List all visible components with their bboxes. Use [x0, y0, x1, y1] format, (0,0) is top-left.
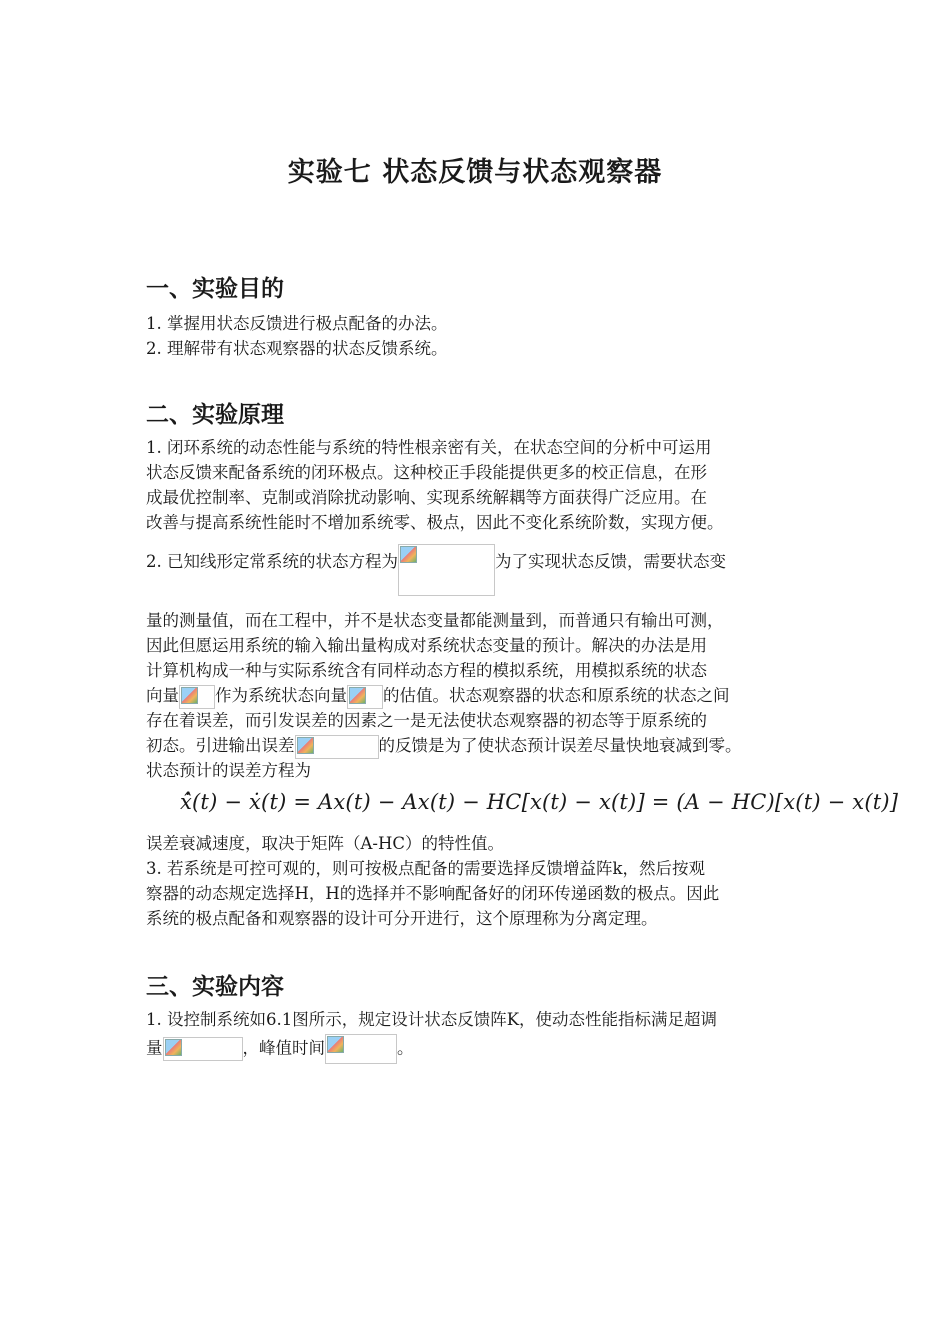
principle-p3-line: 量的测量值，而在工程中，并不是状态变量都能测量到，而普通只有输出可测， — [146, 611, 724, 630]
principle-p1-line: 改善与提高系统性能时不增加系统零、极点，因此不变化系统阶数，实现方便。 — [146, 513, 724, 532]
principle-p3-line — [146, 684, 730, 709]
section-heading-content: 三、实验内容 — [146, 974, 284, 1000]
principle-p4-line: 3. 若系统是可控可观的，则可按极点配备的需要选择反馈增益阵k，然后按观 — [146, 859, 705, 878]
observer-state-image — [179, 685, 215, 709]
principle-p4-line: 察器的动态规定选择H，H的选择并不影响配备好的闭环传递函数的极点。因此 — [146, 884, 720, 903]
content-text: 量 — [146, 1038, 163, 1058]
principle-p2-text: 2. 已知线形定常系统的状态方程为 — [146, 552, 398, 571]
principle-text: 初态。引进输出误差 — [146, 736, 295, 755]
principle-p3-line: 计算机构成一种与实际系统含有同样动态方程的模拟系统，用模拟系统的状态 — [146, 661, 707, 680]
broken-image-icon — [349, 687, 366, 704]
principle-p1-line: 1. 闭环系统的动态性能与系统的特性根亲密有关，在状态空间的分析中可运用 — [146, 438, 712, 457]
principle-text: 向量 — [146, 686, 179, 705]
page-title: 实验七 状态反馈与状态观察器 — [287, 157, 663, 188]
broken-image-icon — [181, 687, 198, 704]
overshoot-spec-image — [163, 1037, 243, 1061]
section-heading-purpose: 一、实验目的 — [146, 276, 284, 302]
purpose-item-1: 1. 掌握用状态反馈进行极点配备的办法。 — [146, 314, 448, 333]
content-text: ，峰值时间 — [242, 1038, 325, 1058]
principle-p2-line — [146, 550, 726, 596]
broken-image-icon — [165, 1039, 182, 1056]
purpose-item-2: 2. 理解带有状态观察器的状态反馈系统。 — [146, 339, 448, 358]
content-line-1: 1. 设控制系统如6.1图所示，规定设计状态反馈阵K，使动态性能指标满足超调 — [146, 1010, 718, 1029]
principle-p3-line: 因此但愿运用系统的输入输出量构成对系统状态变量的预计。解决的办法是用 — [146, 636, 707, 655]
principle-after-formula: 误差衰减速度，取决于矩阵（A-HC）的特性值。 — [146, 834, 505, 853]
principle-text: 的反馈是为了使状态预计误差尽量快地衰减到零。 — [378, 736, 742, 755]
output-error-image — [295, 735, 379, 759]
principle-p1-line: 成最优控制率、克制或消除扰动影响、实现系统解耦等方面获得广泛应用。在 — [146, 488, 707, 507]
error-equation: x̂̇(t) − ẋ(t) = Ax(t) − Ax(t) − HC[x(t) − x(t)] = (A − HC)[x(t) − x(t)] — [180, 790, 899, 814]
state-equation-image — [398, 544, 495, 596]
content-text: 。 — [397, 1038, 414, 1058]
principle-p2-text: 为了实现状态反馈，需要状态变 — [495, 552, 726, 571]
broken-image-icon — [400, 546, 417, 563]
broken-image-icon — [327, 1036, 344, 1053]
section-heading-principle: 二、实验原理 — [146, 402, 284, 428]
peak-time-spec-image — [325, 1034, 397, 1064]
broken-image-icon — [297, 737, 314, 754]
principle-p4-line: 系统的极点配备和观察器的设计可分开进行，这个原理称为分离定理。 — [146, 909, 658, 928]
content-line-2 — [146, 1034, 414, 1064]
principle-text: 的估值。状态观察器的状态和原系统的状态之间 — [383, 686, 730, 705]
principle-p3-line: 状态预计的误差方程为 — [146, 761, 311, 780]
system-state-image — [347, 685, 383, 709]
principle-p3-line — [146, 734, 742, 759]
principle-text: 作为系统状态向量 — [215, 686, 347, 705]
principle-p1-line: 状态反馈来配备系统的闭环极点。这种校正手段能提供更多的校正信息，在形 — [146, 463, 707, 482]
principle-p3-line: 存在着误差，而引发误差的因素之一是无法使状态观察器的初态等于原系统的 — [146, 711, 707, 730]
